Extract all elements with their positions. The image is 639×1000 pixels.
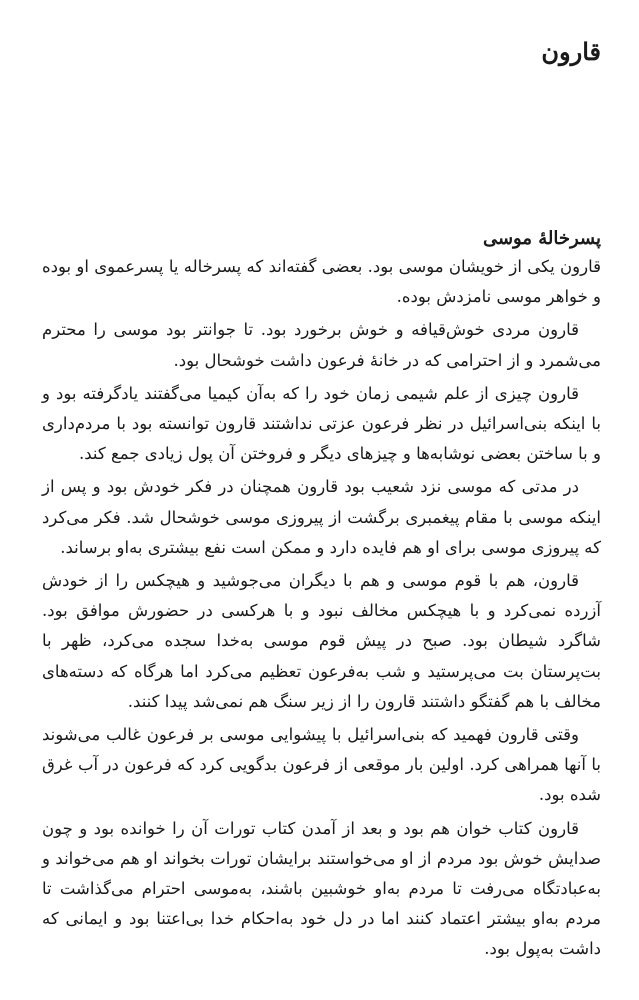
chapter-title: قارون: [541, 37, 601, 66]
paragraph: قارون یکی از خویشان موسی بود. بعضی گفته‌اند که پسرخاله یا پسرعموی او بوده و خواهر موسی نامزدش بوده.: [42, 257, 601, 307]
paragraph: قارون کتاب خوان هم بود و بعد از آمدن کتاب تورات آن را خوانده بود و چون صدایش خوش بود مردم از او می‌خواستند برایشان تورات بخواند او هم می‌خواند و به‌عبادتگاه می‌رفت تا مردم به‌او خوشبین باشند، به‌موسی احترام می‌گذاشت تا مردم به‌او بیشتر اعتماد کنند اما در دل خود به‌احکام خدا بی‌اعتنا بود و ایمانی که داشت به‌پول بود.: [42, 818, 601, 959]
section-heading: پسرخالهٔ موسی: [482, 228, 601, 249]
paragraph: قارون مردی خوش‌قیافه و خوش برخورد بود. تا جوانتر بود موسی را محترم می‌شمرد و از احترامی که در خانهٔ فرعون داشت خوشحال بود.: [42, 320, 601, 370]
paragraph: قارون چیزی از علم شیمی زمان خود را که به‌آن کیمیا می‌گفتند یادگرفته بود و با اینکه بنی‌اسرائیل در نظر فرعون عزتی نداشتند قارون توانسته بود با مردم‌داری و با ساختن بعضی نوشابه‌ها و چیزهای دیگر و فروختن آن پول زیادی جمع کند.: [42, 383, 601, 464]
body-text: [42, 252, 601, 968]
paragraph: قارون، هم با قوم موسی و هم با دیگران می‌جوشید و هیچکس را از خودش آزرده نمی‌کرد و با هیچکس مخالف نبود و با هرکسی در حضورش موافق بود. شاگرد شیطان بود. صبح در پیش قوم موسی به‌خدا سجده می‌کرد، ظهر با بت‌پرستان بت می‌پرستید و شب به‌فرعون تعظیم می‌کرد اما هرگاه که دسته‌های مخالف با هم گفتگو داشتند قارون را از زیر سنگ هم نمی‌شد پیدا کنند.: [42, 571, 601, 711]
paragraph: در مدتی که موسی نزد شعیب بود قارون همچنان در فکر خودش بود و پس از اینکه موسی با مقام پیغمبری برگشت از پیروزی موسی خوشحال شد. فکر می‌کرد که پیروزی موسی برای او هم فایده دارد و ممکن است نفع بیشتری به‌او برساند.: [42, 477, 601, 557]
paragraph: وقتی قارون فهمید که بنی‌اسرائیل با پیشوایی موسی بر فرعون غالب می‌شوند با آنها همراهی کرد. اولین بار موقعی از فرعون بدگویی کرد که فرعون در آب غرق شده بود.: [42, 725, 601, 805]
